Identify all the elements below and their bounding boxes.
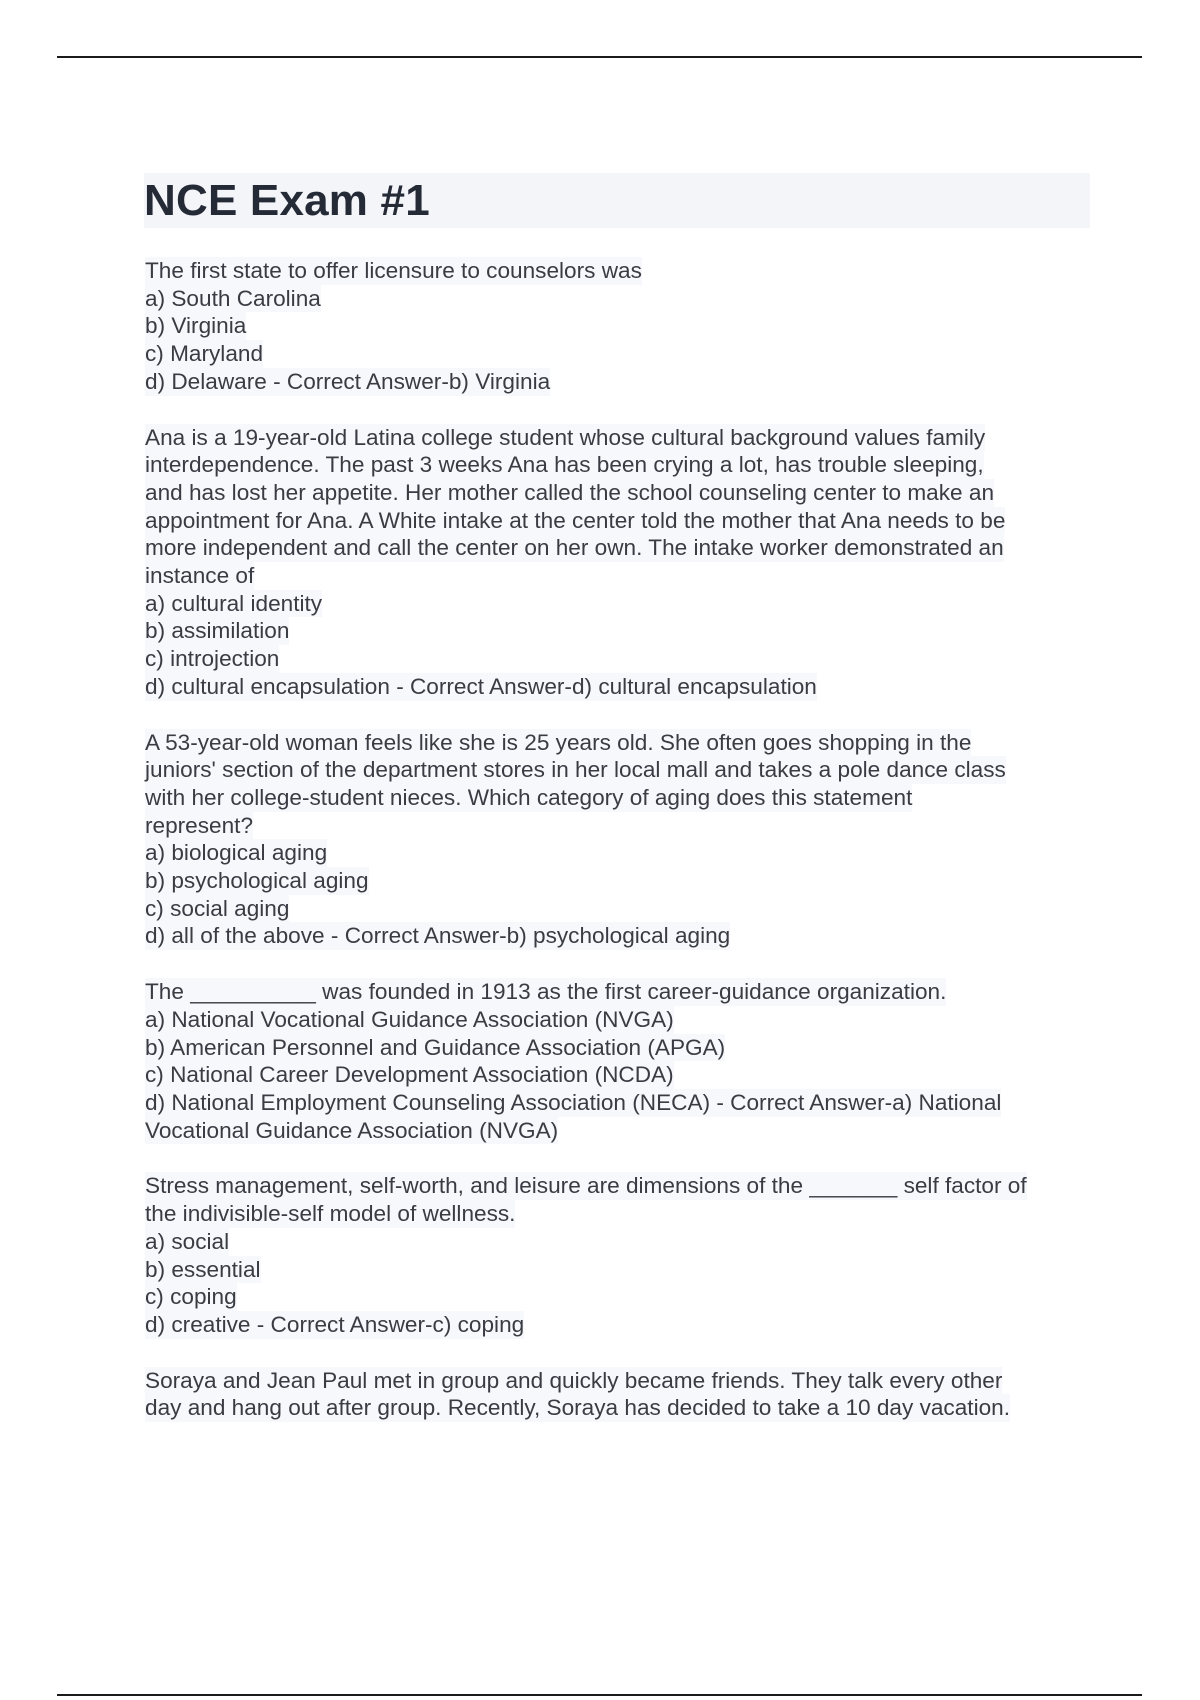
question-line: a) cultural identity: [145, 590, 323, 616]
question-line: juniors' section of the department stores in her local mall and takes a pole dance class: [145, 757, 1006, 783]
question-line: b) American Personnel and Guidance Association (APGA): [145, 1034, 726, 1060]
question-line: b) Virginia: [145, 313, 247, 339]
question-line: represent?: [145, 812, 254, 838]
question-text-line: Stress management, self-worth, and leisure are dimensions of the _______ self factor of: [145, 1173, 1027, 1199]
question-line: and has lost her appetite. Her mother called the school counseling center to make an: [145, 479, 995, 505]
question-line: c) coping: [145, 1284, 237, 1310]
top-rule: [57, 56, 1142, 58]
title-band: [144, 173, 1090, 228]
question-line: d) Delaware - Correct Answer-b) Virginia: [145, 368, 551, 394]
bottom-rule: [57, 1694, 1142, 1696]
question-line: Vocational Guidance Association (NVGA): [145, 1117, 559, 1143]
document-body: [145, 173, 1090, 1450]
question-block: [145, 257, 1090, 396]
question-block: [145, 424, 1090, 701]
question-line: c) Maryland: [145, 341, 264, 367]
question-line: d) all of the above - Correct Answer-b) psychological aging: [145, 923, 731, 949]
question-line: b) psychological aging: [145, 868, 369, 894]
question-line: the indivisible-self model of wellness.: [145, 1201, 516, 1227]
question-list: [145, 257, 1090, 1422]
question-text-line: Soraya and Jean Paul met in group and quickly became friends. They talk every other: [145, 1367, 1003, 1393]
question-line: b) assimilation: [145, 618, 290, 644]
question-line: interdependence. The past 3 weeks Ana has been crying a lot, has trouble sleeping,: [145, 452, 984, 478]
page-title: NCE Exam #1: [144, 175, 430, 225]
question-line: a) biological aging: [145, 840, 328, 866]
question-block: [145, 978, 1090, 1144]
question-line: c) introjection: [145, 646, 280, 672]
question-line: appointment for Ana. A White intake at the center told the mother that Ana needs to be: [145, 507, 1006, 533]
question-text-line: The first state to offer licensure to counselors was: [145, 258, 642, 283]
question-line: b) essential: [145, 1256, 261, 1282]
question-line: instance of: [145, 563, 255, 589]
question-line: c) National Career Development Association (NCDA): [145, 1062, 674, 1088]
question-line: day and hang out after group. Recently, Soraya has decided to take a 10 day vacation.: [145, 1395, 1010, 1421]
question-text-line: The __________ was founded in 1913 as the first career-guidance organization.: [145, 979, 947, 1005]
question-block: [145, 1172, 1090, 1338]
question-block: [145, 729, 1090, 951]
question-line: a) National Vocational Guidance Association (NVGA): [145, 1006, 674, 1032]
question-text-line: Ana is a 19-year-old Latina college student whose cultural background values family: [145, 424, 986, 450]
question-line: c) social aging: [145, 895, 290, 921]
question-line: a) social: [145, 1228, 230, 1254]
question-text-line: A 53-year-old woman feels like she is 25 years old. She often goes shopping in the: [145, 729, 972, 755]
question-line: a) South Carolina: [145, 285, 321, 311]
question-block: [145, 1367, 1090, 1422]
question-line: more independent and call the center on her own. The intake worker demonstrated an: [145, 535, 1004, 561]
question-line: with her college-student nieces. Which category of aging does this statement: [145, 784, 913, 810]
question-line: d) cultural encapsulation - Correct Answer-d) cultural encapsulation: [145, 673, 817, 699]
question-line: d) creative - Correct Answer-c) coping: [145, 1311, 525, 1337]
question-line: d) National Employment Counseling Association (NECA) - Correct Answer-a) National: [145, 1089, 1002, 1115]
